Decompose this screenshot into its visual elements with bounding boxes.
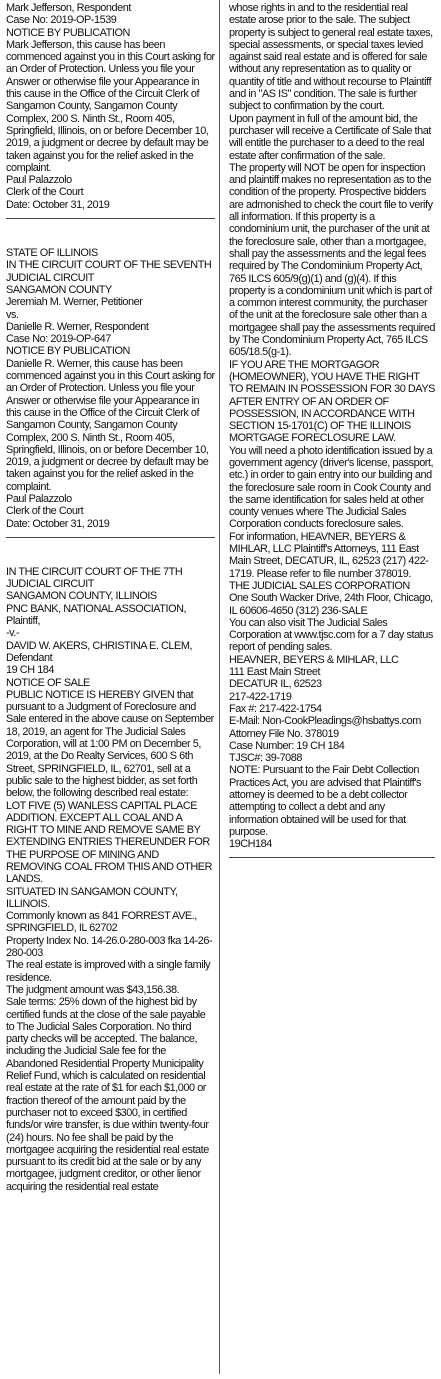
notice-paragraph: NOTICE BY PUBLICATION (6, 26, 130, 39)
notice-paragraph: Fax #: 217-422-1754 (229, 702, 322, 715)
notice-paragraph: Mark Jefferson, Respondent (6, 2, 131, 14)
notice-paragraph: The judgment amount was $43,156.38. (6, 983, 180, 996)
notice-paragraph: IN THE CIRCUIT COURT OF THE 7TH JUDICIAL CIRCUIT (6, 565, 183, 591)
notice-divider (229, 857, 435, 858)
notice-paragraph: Jeremiah M. Werner, Petitioner (6, 296, 143, 309)
notice-paragraph: SITUATED IN SANGAMON COUNTY, ILLINOIS. (6, 885, 178, 910)
notice-divider (6, 537, 215, 538)
notice-paragraph: STATE OF ILLINOIS (6, 247, 98, 260)
notice-paragraph: Date: October 31, 2019 (6, 198, 110, 211)
notice-paragraph: Paul Palazzolo (6, 174, 72, 187)
notice-paragraph: IN THE CIRCUIT COURT OF THE SEVENTH JUDICIAL CIRCUIT (6, 259, 212, 284)
notice-paragraph: DECATUR IL, 62523 (229, 678, 322, 691)
notice-divider (6, 218, 215, 219)
notice-werner (6, 247, 215, 530)
notice-paragraph: whose rights in and to the residential real estate arose prior to the sale. The subject property is subject to general real estate taxes, special assessments, or special taxes levied against said real estate and is offered for sale without any representation as to quality or quantity of title and without recourse to Plaintiff and in "AS IS" condition. The sale is further subject to confirmation by the court. (229, 2, 433, 113)
column-divider (219, 0, 220, 1374)
notice-paragraph: 19CH184 (229, 838, 272, 851)
notice-paragraph: You can also visit The Judicial Sales Corporation at www.tjsc.com for a 7 day status report of pending sales. (229, 616, 433, 654)
notice-paragraph: LOT FIVE (5) WANLESS CAPITAL PLACE ADDITION. EXCEPT ALL COAL AND A RIGHT TO MINE AND REMOVE SAME BY EXTENDING ENTRIES THEREUNDER FOR THE PURPOSE OF MINING AND REMOVING COAL FROM THIS AND OTHER LANDS. (6, 799, 213, 886)
notice-paragraph: Attorney File No. 378019 (229, 727, 339, 740)
notice-paragraph: For information, HEAVNER, BEYERS & MIHLAR, LLC Plaintiff's Attorneys, 111 East Main Street, DECATUR, IL, 62523 (217) 422-1719. Please refer to file number 378019. (229, 530, 429, 580)
notice-paragraph: 111 East Main Street (229, 666, 321, 679)
notice-paragraph: 217-422-1719 (229, 690, 292, 703)
notice-paragraph: -v.- (6, 627, 20, 640)
notice-paragraph: PNC BANK, NATIONAL ASSOCIATION, Plaintiff, (6, 602, 187, 628)
notice-paragraph: 19 CH 184 (6, 664, 55, 677)
notice-jefferson (6, 2, 215, 211)
notice-paragraph: IF YOU ARE THE MORTGAGOR (HOMEOWNER), YOU HAVE THE RIGHT TO REMAIN IN POSSESSION FOR 30 DAYS AFTER ENTRY OF AN ORDER OF POSSESSION, IN ACCORDANCE WITH SECTION 15-1701(C) OF THE ILLINOIS MORTGAGE FORECLOSURE LAW. (229, 358, 435, 445)
right-column (229, 2, 435, 858)
notice-paragraph: Paul Palazzolo (6, 492, 72, 505)
notice-paragraph: vs. (6, 308, 19, 321)
notice-paragraph: Clerk of the Court (6, 186, 84, 199)
notice-of-sale (6, 566, 215, 1193)
notice-paragraph: SANGAMON COUNTY, ILLINOIS (6, 590, 157, 603)
notice-paragraph: You will need a photo identification issued by a government agency (driver's license, passport, etc.) in order to gain entry into our building and the foreclosure sale room in Cook County and the same identification for sales held at other county venues where The Judicial Sales Corporation conducts foreclosure sales. (229, 444, 434, 531)
notice-paragraph: The real estate is improved with a single family residence. (6, 959, 211, 984)
notice-paragraph: THE JUDICIAL SALES CORPORATION (229, 579, 410, 592)
notice-paragraph: TJSC#: 39-7088 (229, 752, 303, 765)
notice-paragraph: Case No: 2019-OP-1539 (6, 14, 117, 27)
notice-paragraph: Case No: 2019-OP-647 (6, 333, 111, 346)
notice-paragraph: NOTICE OF SALE (6, 676, 90, 689)
notice-paragraph: NOTE: Pursuant to the Fair Debt Collection Practices Act, you are advised that Plaintiff's attorney is deemed to be a debt collector attempting to collect a debt and any information obtained will be used for that purpose. (229, 764, 421, 838)
notice-paragraph: PUBLIC NOTICE IS HEREBY GIVEN that pursuant to a Judgment of Foreclosure and Sale entered in the above cause on September 18, 2019, an agent for The Judicial Sales Corporation, will at 1:00 PM on December 5, 2019, at the Do Realty Services, 600 S 6th Street, SPRINGFIELD, IL, 62701, sell at a public sale to the highest bidder, as set forth below, the following described real estate: (6, 688, 214, 800)
notice-paragraph: Upon payment in full of the amount bid, the purchaser will receive a Certificate of Sale that will entitle the purchaser to a deed to the real estate after confirmation of the sale. (229, 112, 431, 162)
notice-paragraph: Sale terms: 25% down of the highest bid by certified funds at the close of the sale payable to The Judicial Sales Corporation. No third party checks will be accepted. The balance, including the Judicial Sale fee for the Abandoned Residential Property Municipality Relief Fund, which is calculated on residential real estate at the rate of $1 for each $1,000 or fraction thereof of the amount paid by the purchaser not to exceed $300, in certified funds/or wire transfer, is due within twenty-four (24) hours. No fee shall be paid by the mortgagee acquiring the residential real estate pursuant to its credit bid at the sale or by any mortgagee, judgment creditor, or other lienor acquiring the residential real estate (6, 996, 209, 1193)
notice-paragraph: Danielle R. Werner, this cause has been commenced against you in this Court asking for an Order of Protection. Unless you file your Answer or otherwise file your Appearance in this cause in the Office of the Circuit Clerk of Sangamon County, Sangamon County Complex, 200 S. Ninth St., Room 405, Springfield, Illinois, on or before December 10, 2019, a judgment or decree by default may be taken against you for the relief asked in the complaint. (6, 357, 215, 493)
notice-paragraph: Date: October 31, 2019 (6, 517, 110, 530)
notice-paragraph: NOTICE BY PUBLICATION (6, 345, 130, 358)
notice-paragraph: E-Mail: Non-CookPleadings@hsbattys.com (229, 715, 421, 728)
notice-paragraph: DAVID W. AKERS, CHRISTINA E. CLEM, Defendant (6, 639, 193, 664)
notice-paragraph: Property Index No. 14-26.0-280-003 fka 14-26-280-003 (6, 934, 213, 960)
notice-of-sale-continued (229, 2, 435, 850)
notice-paragraph: Mark Jefferson, this cause has been commenced against you in this Court asking for an Order of Protection. Unless you file your Answer or otherwise file your Appearance in this cause in the Office of the Circuit Clerk of Sangamon County, Sangamon County Complex, 200 S. Ninth St., Room 405, Springfield, Illinois, on or before December 10, 2019, a judgment or decree by default may be taken against you for the relief asked in the complaint. (6, 38, 215, 174)
notice-paragraph: HEAVNER, BEYERS & MIHLAR, LLC (229, 653, 399, 666)
left-column (6, 2, 215, 1193)
notice-paragraph: Case Number: 19 CH 184 (229, 739, 345, 752)
notice-paragraph: Clerk of the Court (6, 505, 84, 518)
notice-paragraph: The property will NOT be open for inspection and plaintiff makes no representation as to the condition of the property. Prospective bidders are admonished to check the court file to verify all information. If this property is a condominium unit, the purchaser of the unit at the foreclosure sale, other than a mortgagee, shall pay the assessments and the legal fees required by The Condominium Property Act, 765 ILCS 605/9(g)(1) and (g)(4). If this property is a condominium unit which is part of a common interest community, the purchaser of the unit at the foreclosure sale other than a mortgagee shall pay the assessments required by The Condominium Property Act, 765 ILCS 605/18.5(g-1). (229, 161, 436, 359)
notice-paragraph: SANGAMON COUNTY (6, 283, 112, 296)
notice-paragraph: Danielle R. Werner, Respondent (6, 320, 149, 333)
notice-paragraph: One South Wacker Drive, 24th Floor, Chicago, IL 60606-4650 (312) 236-SALE (229, 592, 433, 617)
notice-paragraph: Commonly known as 841 FORREST AVE., SPRINGFIELD, IL 62702 (6, 910, 197, 935)
